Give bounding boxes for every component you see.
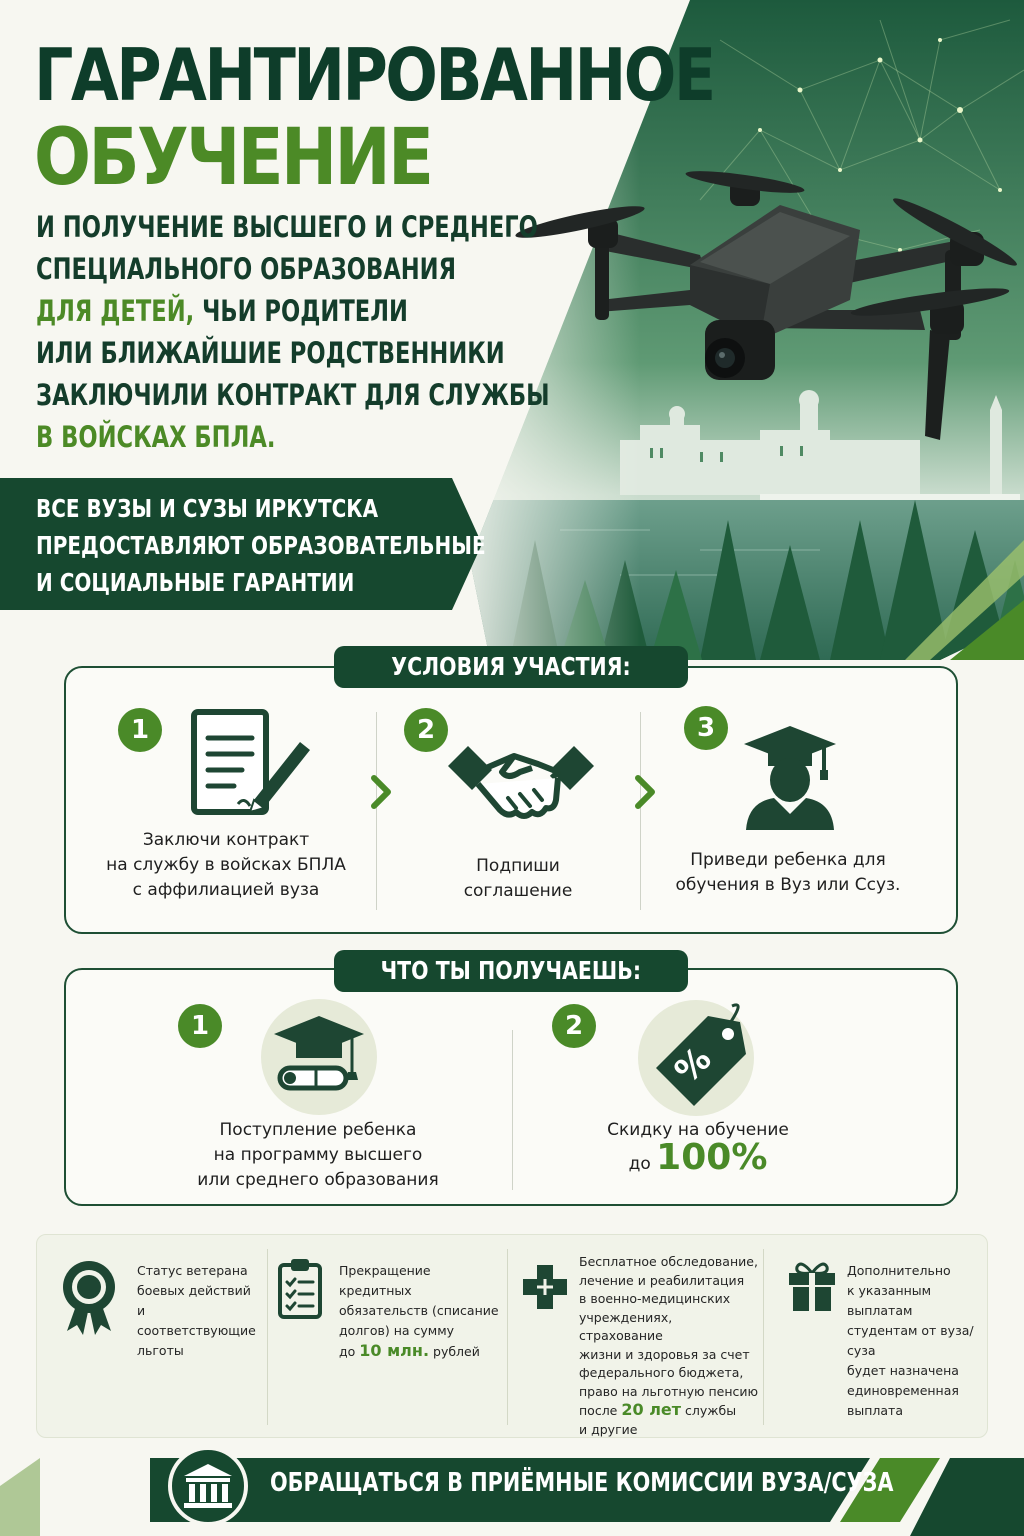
graduate-icon [740,724,840,834]
step-caption: Заключи контракт на службу в войсках БПЛА с аффилиацией вуза [106,830,346,900]
page-title-line1: ГАРАНТИРОВАННОЕ [34,33,714,117]
conditions-heading: УСЛОВИЯ УЧАСТИЯ: [334,646,688,688]
guarantee-banner [36,490,486,601]
benefit-payment-text: Дополнительно к указанным выплатам студентам от вуза/суза будет назначена единовременная выплата [847,1263,974,1418]
banner-line: ПРЕДОСТАВЛЯЮТ ОБРАЗОВАТЕЛЬНЫЕ [36,531,486,560]
divider [267,1249,268,1425]
divider [512,1030,513,1190]
handshake-icon [446,738,596,828]
gift-icon [787,1259,837,1313]
page-title-line2: ОБУЧЕНИЕ [34,113,432,203]
step-caption: Приведи ребенка для обучения в Вуз или Ссуз. [675,850,901,895]
service-years: 20 лет [621,1400,682,1419]
benefit-medical-text: Бесплатное обследование, лечение и реабилитация в военно-медицинских учреждениях, страхование жизни и здоровья за счет федерального бюджета, право на льготную пенсию после 20 лет службы и другие [579,1254,759,1437]
subtitle-accent: ДЛЯ ДЕТЕЙ, [36,294,195,328]
subtitle-line: ЗАКЛЮЧИЛИ КОНТРАКТ ДЛЯ СЛУЖБЫ [36,378,550,412]
medical-cross-icon [521,1263,569,1311]
step-number: 2 [404,708,448,752]
contract-icon [186,708,316,818]
benefit-number: 1 [178,1004,222,1048]
benefit-caption: Скидку на обучение до 100% [607,1120,789,1178]
veteran-medal-icon [59,1259,119,1335]
discount-tag-icon [636,996,766,1116]
step-caption: Подпиши соглашение [463,856,573,901]
subtitle-text: ЧЬИ РОДИТЕЛИ [194,294,408,328]
debt-amount: 10 млн. [359,1341,430,1360]
additional-benefits [36,1234,988,1438]
benefit-caption: Поступление ребенка на программу высшего или среднего образования [197,1120,439,1190]
subtitle-line: И ПОЛУЧЕНИЕ ВЫСШЕГО И СРЕДНЕГО [36,210,538,244]
subtitle-line: СПЕЦИАЛЬНОГО ОБРАЗОВАНИЯ [36,252,457,286]
divider [507,1249,508,1425]
step-number: 1 [118,708,162,752]
discount-value: 100% [656,1137,768,1178]
benefit-veteran-text: Статус ветерана боевых действий и соответствующие льготы [137,1263,256,1358]
subtitle-accent: В ВОЙСКАХ БПЛА. [36,420,276,454]
step-number: 3 [684,706,728,750]
divider [763,1249,764,1425]
percent-glyph: % [667,1039,720,1092]
benefit-number: 2 [552,1004,596,1048]
hero-subtitle [36,206,550,458]
footer-text: ОБРАЩАТЬСЯ В ПРИЁМНЫЕ КОМИССИИ ВУЗА/СУЗА [270,1468,894,1498]
hero-section [0,0,1024,660]
benefit-debt-text: Прекращение кредитных обязательств (списание долгов) на сумму до 10 млн. рублей [339,1263,499,1360]
banner-line: И СОЦИАЛЬНЫЕ ГАРАНТИИ [36,568,355,597]
benefits-heading: ЧТО ТЫ ПОЛУЧАЕШЬ: [334,950,688,992]
chevron-right-icon [632,772,658,812]
clipboard-checklist-icon [277,1257,323,1319]
discount-prefix: до [628,1154,657,1174]
chevron-right-icon [368,772,394,812]
subtitle-line [36,290,550,332]
banner-line: ВСЕ ВУЗЫ И СУЗЫ ИРКУТСКА [36,494,379,523]
subtitle-line: ИЛИ БЛИЖАЙШИЕ РОДСТВЕННИКИ [36,336,505,370]
graduation-cap-diploma-icon [260,998,378,1116]
